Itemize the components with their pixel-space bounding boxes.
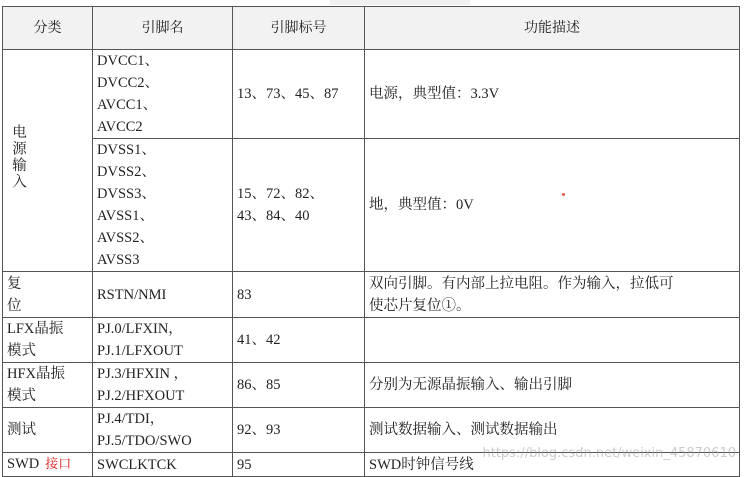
pin-name-swd: SWCLKTCK [93, 453, 233, 477]
pin-name: PJ.4/TDI， [97, 411, 165, 427]
pin-name: AVSS2、 [97, 230, 154, 246]
pin-name: DVSS3、 [97, 186, 156, 202]
category-reset [3, 272, 93, 318]
table-header-row [3, 7, 740, 50]
category-label: 模式 [7, 343, 36, 359]
pin-name: DVSS1、 [97, 142, 156, 158]
category-swd [3, 453, 93, 477]
description-line: 使芯片复位①。 [369, 297, 471, 314]
pin-numbers-vss [233, 139, 365, 272]
header-category: 分类 [3, 7, 93, 50]
pin-names-hfx [93, 363, 233, 408]
category-label: 位 [7, 297, 22, 314]
category-label: 模式 [7, 388, 36, 404]
description-vcc: 电源，典型值：3.3V [365, 50, 740, 139]
category-label: SWD [7, 456, 40, 472]
category-test: 测试 [3, 408, 93, 453]
category-label: HFX晶振 [7, 366, 66, 382]
pin-number-line: 43、84、40 [237, 208, 310, 224]
pin-name: PJ.0/LFXIN， [97, 321, 183, 337]
pin-names-test [93, 408, 233, 453]
pin-numbers-vcc: 13、73、45、87 [233, 50, 365, 139]
pin-number-swd: 95 [233, 453, 365, 477]
description-reset [365, 272, 740, 318]
header-pin-number: 引脚标号 [233, 7, 365, 50]
watermark: https://blog.csdn.net/weixin_45870610 [482, 446, 736, 461]
cropped-caption-remnant [330, 0, 470, 5]
pin-name: PJ.1/LFXOUT [97, 343, 183, 359]
category-label: 电源输入 [10, 124, 26, 190]
pin-name: AVSS1、 [97, 208, 154, 224]
category-lfx [3, 318, 93, 363]
pin-numbers-lfx: 41、42 [233, 318, 365, 363]
pin-names-vcc [93, 50, 233, 139]
pin-numbers-test: 92、93 [233, 408, 365, 453]
category-hfx [3, 363, 93, 408]
pin-name: PJ.2/HFXOUT [97, 388, 185, 404]
table-row [3, 139, 740, 272]
pin-name: PJ.5/TDO/SWO [97, 433, 192, 449]
description-hfx: 分别为无源晶振输入、输出引脚 [365, 363, 740, 408]
pin-names-vss [93, 139, 233, 272]
pin-function-table [2, 6, 740, 477]
pin-name: DVSS2、 [97, 164, 156, 180]
header-description: 功能描述 [365, 7, 740, 50]
table-row [3, 363, 740, 408]
category-power-input [3, 50, 93, 272]
description-lfx [365, 318, 740, 363]
description-swd: SWD时钟信号线 [365, 453, 740, 477]
pin-name: DVCC2、 [97, 75, 160, 91]
pin-number-line: 15、72、82、 [237, 186, 324, 202]
table-row [3, 318, 740, 363]
pin-names-lfx [93, 318, 233, 363]
annotation-label: 接口 [45, 457, 72, 472]
category-label: LFX晶振 [7, 321, 64, 337]
description-line: 双向引脚。有内部上拉电阻。作为输入，拉低可 [369, 275, 674, 292]
description-test: 测试数据输入、测试数据输出 [365, 408, 740, 453]
pin-name: AVSS3 [97, 252, 140, 268]
pin-name: AVCC2 [97, 119, 143, 135]
pin-name: PJ.3/HFXIN ， [97, 366, 189, 382]
header-pin-name: 引脚名 [93, 7, 233, 50]
description-vss: 地，典型值：0V [365, 139, 740, 272]
pin-name: AVCC1、 [97, 97, 158, 113]
pin-number-reset: 83 [233, 272, 365, 318]
stray-red-dot [562, 193, 565, 196]
table-row [3, 272, 740, 318]
pin-name: DVCC1、 [97, 53, 160, 69]
pin-numbers-hfx: 86、85 [233, 363, 365, 408]
table-row [3, 50, 740, 139]
pin-name-reset: RSTN/NMI [93, 272, 233, 318]
category-label: 复 [7, 275, 22, 292]
